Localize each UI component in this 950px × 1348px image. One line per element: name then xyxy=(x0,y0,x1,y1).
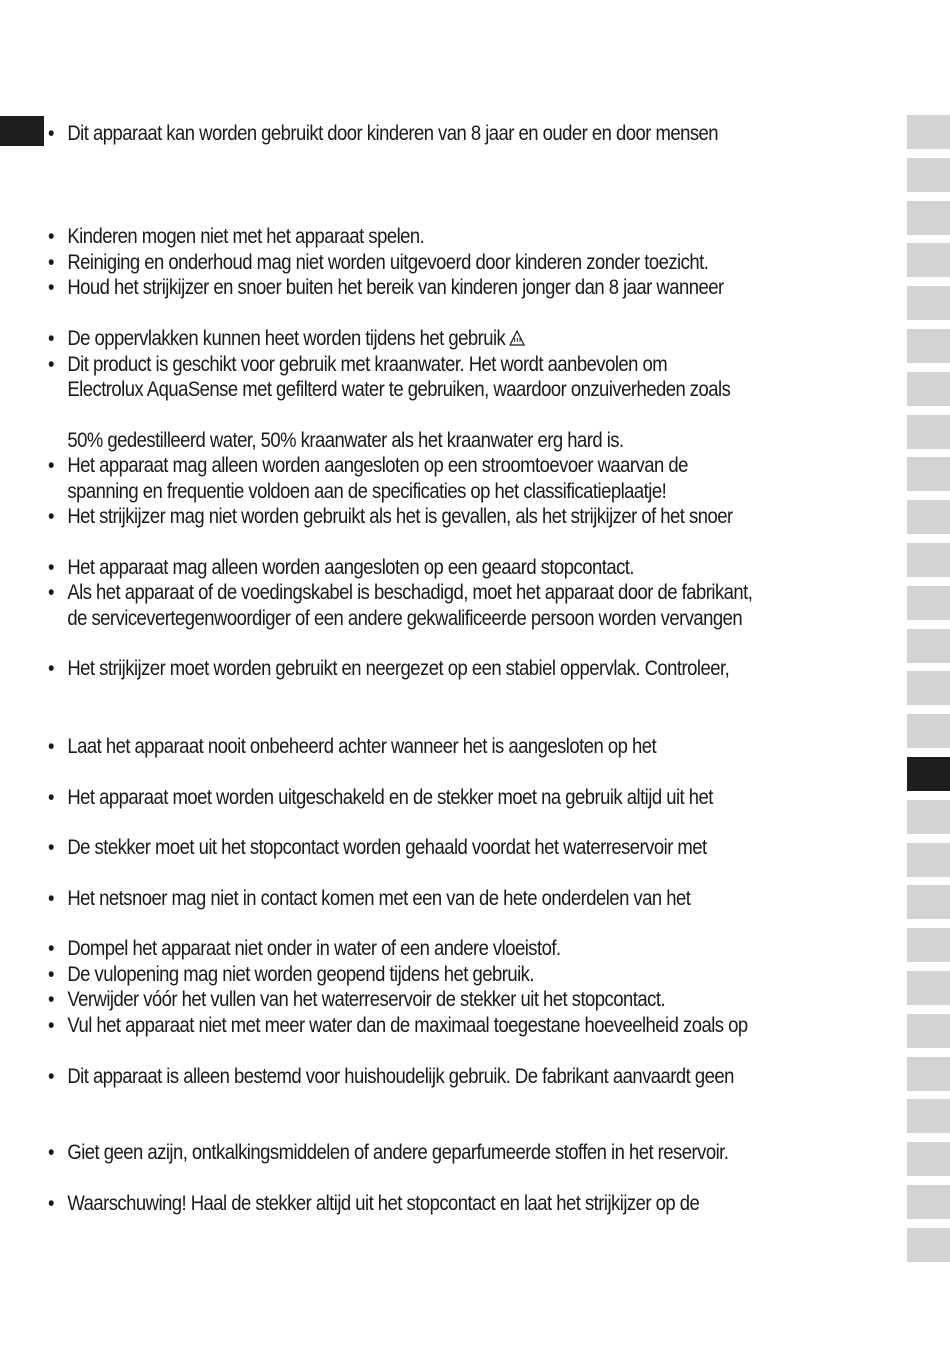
list-item-text: Het apparaat moet worden uitgeschakeld en de stekker moet na gebruik altijd uit het xyxy=(67,786,713,809)
list-item-text: Laat het apparaat nooit onbeheerd achter wanneer het is aangesloten op het xyxy=(67,735,657,758)
index-tab xyxy=(907,158,950,192)
bullet-marker: • xyxy=(48,1014,54,1037)
list-item xyxy=(48,734,656,760)
index-tab xyxy=(907,800,950,834)
list-item xyxy=(48,1191,699,1217)
list-item xyxy=(48,835,707,861)
list-item xyxy=(48,224,424,250)
list-item xyxy=(48,275,724,301)
list-item-text: Het strijkijzer moet worden gebruikt en neergezet op een stabiel oppervlak. Controleer, xyxy=(67,657,730,680)
list-item-text: Dit apparaat is alleen bestemd voor huishoudelijk gebruik. De fabrikant aanvaardt geen xyxy=(67,1065,734,1088)
bullet-marker: • xyxy=(48,1192,54,1215)
list-item xyxy=(48,987,665,1013)
bullet-marker: • xyxy=(48,225,54,248)
list-item-text: Electrolux AquaSense met gefilterd water te gebruiken, waardoor onzuiverheden zoals xyxy=(67,378,731,401)
index-tab xyxy=(907,243,950,277)
index-tab xyxy=(907,1228,950,1262)
index-tab xyxy=(907,457,950,491)
list-item xyxy=(48,121,718,147)
list-item-text: De vulopening mag niet worden geopend tijdens het gebruik. xyxy=(67,963,534,986)
index-tab xyxy=(907,1099,950,1133)
list-item-text: Dit apparaat kan worden gebruikt door kinderen van 8 jaar en ouder en door mensen xyxy=(67,122,719,145)
list-item-continuation xyxy=(48,606,742,632)
list-item-text: de servicevertegenwoordiger of een andere gekwalificeerde persoon worden vervangen xyxy=(67,607,743,630)
bullet-marker: • xyxy=(48,353,54,376)
bullet-marker: • xyxy=(48,327,54,350)
list-item xyxy=(48,1140,728,1166)
index-tab xyxy=(907,971,950,1005)
index-tab xyxy=(907,586,950,620)
list-item-text: Vul het apparaat niet met meer water dan de maximaal toegestane hoeveelheid zoals op xyxy=(67,1014,748,1037)
list-item-continuation xyxy=(48,479,666,505)
index-tab xyxy=(907,629,950,663)
list-item xyxy=(48,656,729,682)
list-item-text: Houd het strijkijzer en snoer buiten het bereik van kinderen jonger dan 8 jaar wanneer xyxy=(67,276,724,299)
index-tab xyxy=(907,500,950,534)
list-item xyxy=(48,580,752,606)
list-item xyxy=(48,555,634,581)
bullet-marker: • xyxy=(48,505,54,528)
list-item xyxy=(48,936,561,962)
bullet-marker: • xyxy=(48,581,54,604)
list-item xyxy=(48,453,688,479)
bullet-marker: • xyxy=(48,988,54,1011)
hot-surface-warning-icon xyxy=(509,330,525,346)
bullet-marker: • xyxy=(48,937,54,960)
list-item-text: Het apparaat mag alleen worden aangesloten op een geaard stopcontact. xyxy=(67,556,635,579)
index-tab xyxy=(907,885,950,919)
bullet-marker: • xyxy=(48,735,54,758)
list-item-text: Als het apparaat of de voedingskabel is beschadigd, moet het apparaat door de fabrikant, xyxy=(67,581,753,604)
bullet-marker: • xyxy=(48,556,54,579)
bullet-marker: • xyxy=(48,836,54,859)
list-item-text: De oppervlakken kunnen heet worden tijdens het gebruik xyxy=(67,327,506,350)
bullet-marker: • xyxy=(48,276,54,299)
list-item-text: Waarschuwing! Haal de stekker altijd uit het stopcontact en laat het strijkijzer op de xyxy=(67,1192,700,1215)
index-tab xyxy=(907,1014,950,1048)
list-item-continuation xyxy=(48,377,730,403)
list-item xyxy=(48,1064,734,1090)
index-tab xyxy=(907,201,950,235)
list-item xyxy=(48,962,534,988)
list-item xyxy=(48,504,733,530)
list-item-text: Het strijkijzer mag niet worden gebruikt als het is gevallen, als het strijkijzer of het snoer xyxy=(67,505,733,528)
index-tab xyxy=(907,415,950,449)
index-tab xyxy=(907,671,950,705)
bullet-marker: • xyxy=(48,454,54,477)
list-item xyxy=(48,352,667,378)
list-item-text: Het apparaat mag alleen worden aangesloten op een stroomtoevoer waarvan de xyxy=(67,454,688,477)
index-tab xyxy=(907,372,950,406)
bullet-marker: • xyxy=(48,122,54,145)
index-tab xyxy=(907,115,950,149)
index-tab xyxy=(907,1057,950,1091)
bullet-marker: • xyxy=(48,1141,54,1164)
bullet-marker: • xyxy=(48,963,54,986)
index-tab xyxy=(907,543,950,577)
list-item-text: Dompel het apparaat niet onder in water of een andere vloeistof. xyxy=(67,937,561,960)
list-item-text: Giet geen azijn, ontkalkingsmiddelen of andere geparfumeerde stoffen in het reservoir. xyxy=(67,1141,729,1164)
index-tab xyxy=(907,843,950,877)
list-item-continuation xyxy=(48,428,624,454)
list-item-text: Kinderen mogen niet met het apparaat spelen. xyxy=(67,225,425,248)
bullet-marker: • xyxy=(48,786,54,809)
bullet-marker: • xyxy=(48,251,54,274)
list-item-text: Dit product is geschikt voor gebruik met kraanwater. Het wordt aanbevolen om xyxy=(67,353,668,376)
index-tab xyxy=(907,1142,950,1176)
index-tab xyxy=(907,714,950,748)
list-item xyxy=(48,326,525,352)
list-item xyxy=(48,250,708,276)
list-item xyxy=(48,1013,748,1039)
language-index-tabs xyxy=(907,0,950,1348)
list-item xyxy=(48,785,713,811)
bullet-marker: • xyxy=(48,657,54,680)
list-item-text: Het netsnoer mag niet in contact komen met een van de hete onderdelen van het xyxy=(67,887,691,910)
list-item xyxy=(48,886,690,912)
list-item-text: Reiniging en onderhoud mag niet worden uitgevoerd door kinderen zonder toezicht. xyxy=(67,251,709,274)
list-item-text: Verwijder vóór het vullen van het waterreservoir de stekker uit het stopcontact. xyxy=(67,988,666,1011)
list-item-text: De stekker moet uit het stopcontact worden gehaald voordat het waterreservoir met xyxy=(67,836,707,859)
index-tab xyxy=(907,928,950,962)
index-tab xyxy=(907,329,950,363)
index-tab-active xyxy=(907,757,950,791)
bullet-marker: • xyxy=(48,887,54,910)
index-tab xyxy=(907,1185,950,1219)
list-item-text: 50% gedestilleerd water, 50% kraanwater als het kraanwater erg hard is. xyxy=(67,429,624,452)
list-item-text: spanning en frequentie voldoen aan de specificaties op het classificatieplaatje! xyxy=(67,480,667,503)
section-marker xyxy=(0,116,44,146)
index-tab xyxy=(907,286,950,320)
bullet-marker: • xyxy=(48,1065,54,1088)
